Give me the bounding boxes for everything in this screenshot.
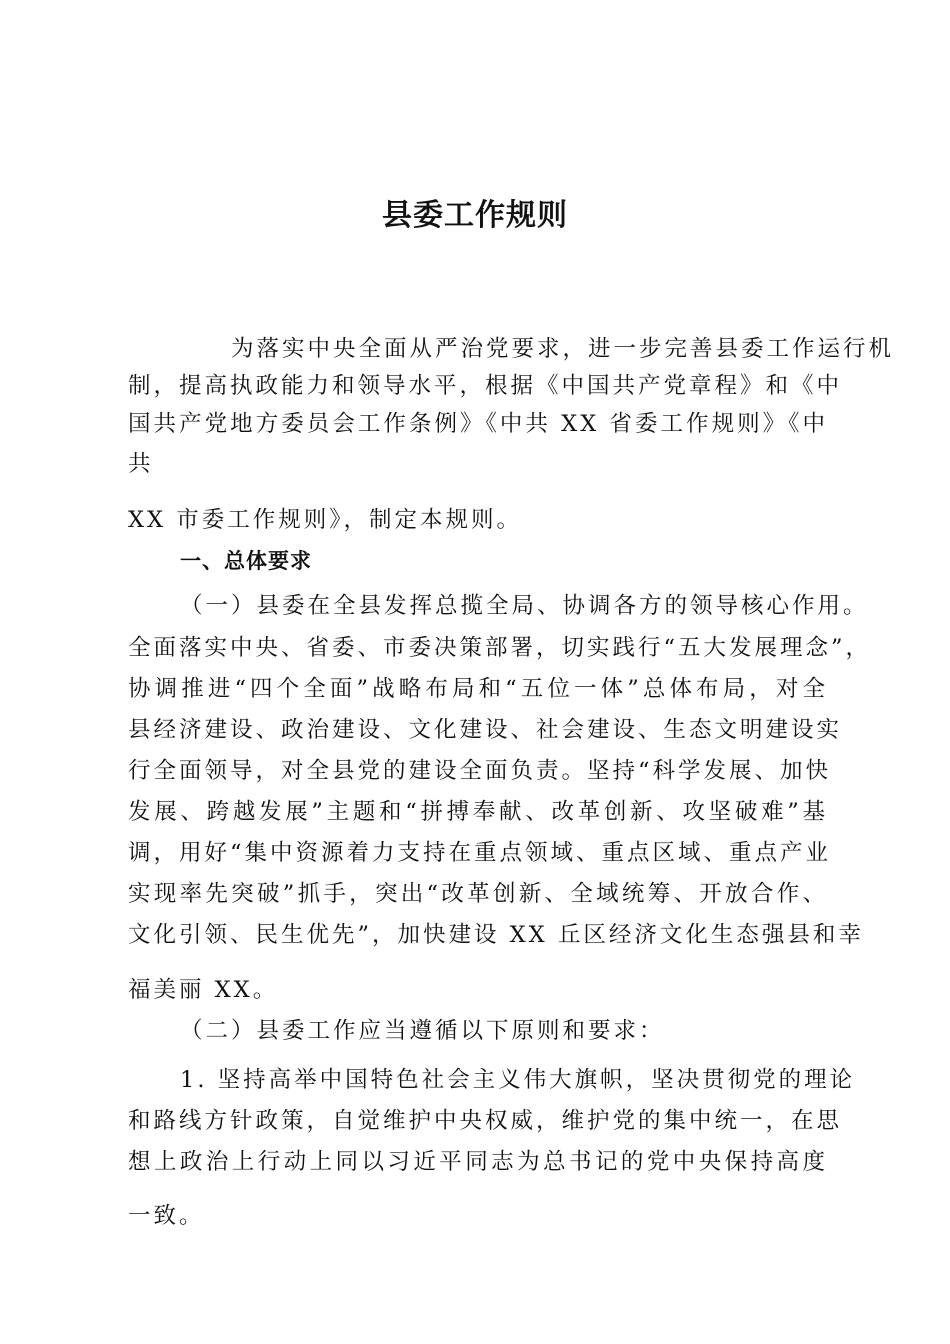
para2-line-1: （二）县委工作应当遵循以下原则和要求：	[180, 1018, 665, 1044]
intro-line-1: 为落实中央全面从严治党要求，进一步完善县委工作运行机	[180, 336, 895, 362]
para1-line-4: 县经济建设、政治建设、文化建设、社会建设、生态文明建设实	[128, 717, 843, 743]
para1-line-3: 协调推进“四个全面”战略布局和“五位一体”总体布局，对全	[128, 676, 828, 702]
intro-line-4: 共	[128, 451, 154, 477]
document-title: 县委工作规则	[382, 198, 568, 233]
para3-line-4: 一致。	[128, 1203, 205, 1229]
para1-line-9: 文化引领、民生优先”，加快建设 XX 丘区经济文化生态强县和幸	[128, 922, 864, 948]
intro-line-5: XX 市委工作规则》，制定本规则。	[128, 507, 522, 533]
para1-line-2: 全面落实中央、省委、市委决策部署，切实践行“五大发展理念”，	[128, 635, 872, 661]
para3-line-3: 想上政治上行动上同以习近平同志为总书记的党中央保持高度	[128, 1149, 828, 1175]
para3-line-2: 和路线方针政策，自觉维护中央权威，维护党的集中统一，在思	[128, 1108, 843, 1134]
intro-line-2: 制，提高执政能力和领导水平，根据《中国共产党章程》和《中	[128, 373, 843, 399]
para3-line-1: 1. 坚持高举中国特色社会主义伟大旗帜，坚决贯彻党的理论	[180, 1067, 856, 1093]
para1-line-6: 发展、跨越发展”主题和“拼搏奉献、改革创新、攻坚破难”基	[128, 799, 828, 825]
para1-line-1: （一）县委在全县发挥总揽全局、协调各方的领导核心作用。	[180, 593, 869, 619]
section-heading-1: 一、总体要求	[180, 549, 312, 573]
para1-line-5: 行全面领导，对全县党的建设全面负责。坚持“科学发展、加快	[128, 758, 832, 784]
para1-line-10: 福美丽 XX。	[128, 977, 279, 1003]
para1-line-8: 实现率先突破”抓手，突出“改革创新、全域统筹、开放合作、	[128, 881, 828, 907]
intro-line-3: 国共产党地方委员会工作条例》《中共 XX 省委工作规则》《中	[128, 411, 828, 437]
para1-line-7: 调，用好“集中资源着力支持在重点领域、重点区域、重点产业	[128, 840, 832, 866]
